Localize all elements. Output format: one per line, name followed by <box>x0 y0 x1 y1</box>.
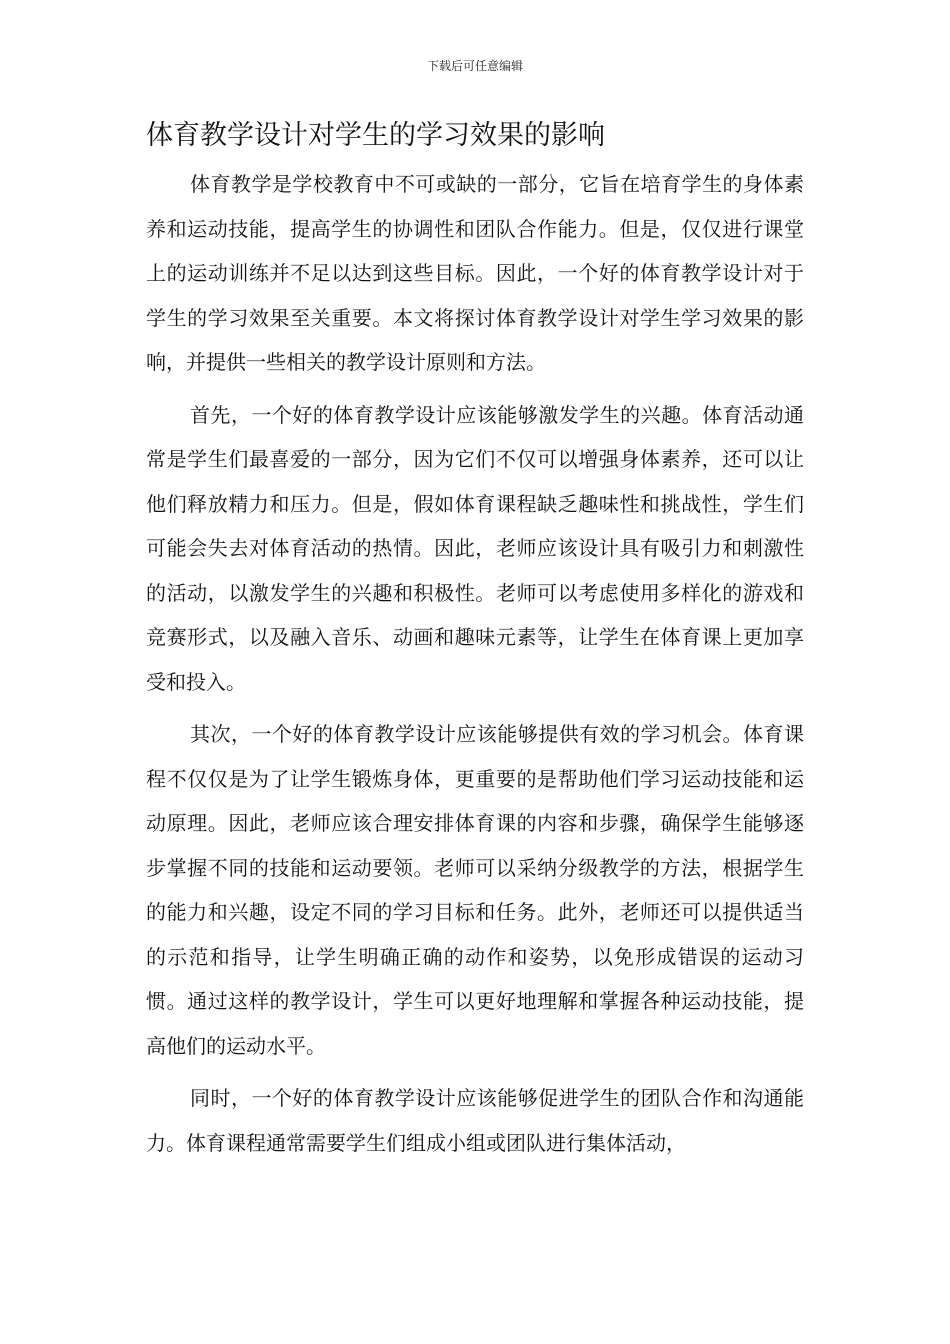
paragraph-teamwork: 同时，一个好的体育教学设计应该能够促进学生的团队合作和沟通能力。体育课程通常需要学生们组成小组或团队进行集体活动， <box>146 1086 804 1155</box>
paragraph-learning: 其次，一个好的体育教学设计应该能够提供有效的学习机会。体育课程不仅仅是为了让学生锻炼身体，更重要的是帮助他们学习运动技能和运动原理。因此，老师应该合理安排体育课的内容和步骤，确保学生能够逐步掌握不同的技能和运动要领。老师可以采纳分级教学的方法，根据学生的能力和兴趣，设定不同的学习目标和任务。此外，老师还可以提供适当的示范和指导，让学生明确正确的动作和姿势，以免形成错误的运动习惯。通过这样的教学设计，学生可以更好地理解和掌握各种运动技能，提高他们的运动水平。 <box>146 722 804 1058</box>
paragraph-interest: 首先，一个好的体育教学设计应该能够激发学生的兴趣。体育活动通常是学生们最喜爱的一部分，因为它们不仅可以增强身体素养，还可以让他们释放精力和压力。但是，假如体育课程缺乏趣味性和挑战性，学生们可能会失去对体育活动的热情。因此，老师应该设计具有吸引力和刺激性的活动，以激发学生的兴趣和积极性。老师可以考虑使用多样化的游戏和竞赛形式，以及融入音乐、动画和趣味元素等，让学生在体育课上更加享受和投入。 <box>146 402 804 694</box>
paragraph-intro: 体育教学是学校教育中不可或缺的一部分，它旨在培育学生的身体素养和运动技能，提高学生的协调性和团队合作能力。但是，仅仅进行课堂上的运动训练并不足以达到这些目标。因此，一个好的体育教学设计对于学生的学习效果至关重要。本文将探讨体育教学设计对学生学习效果的影响，并提供一些相关的教学设计原则和方法。 <box>146 172 804 374</box>
document-title: 体育教学设计对学生的学习效果的影响 <box>146 120 605 151</box>
header-note: 下载后可任意编辑 <box>426 59 523 73</box>
document-body <box>146 162 804 1173</box>
